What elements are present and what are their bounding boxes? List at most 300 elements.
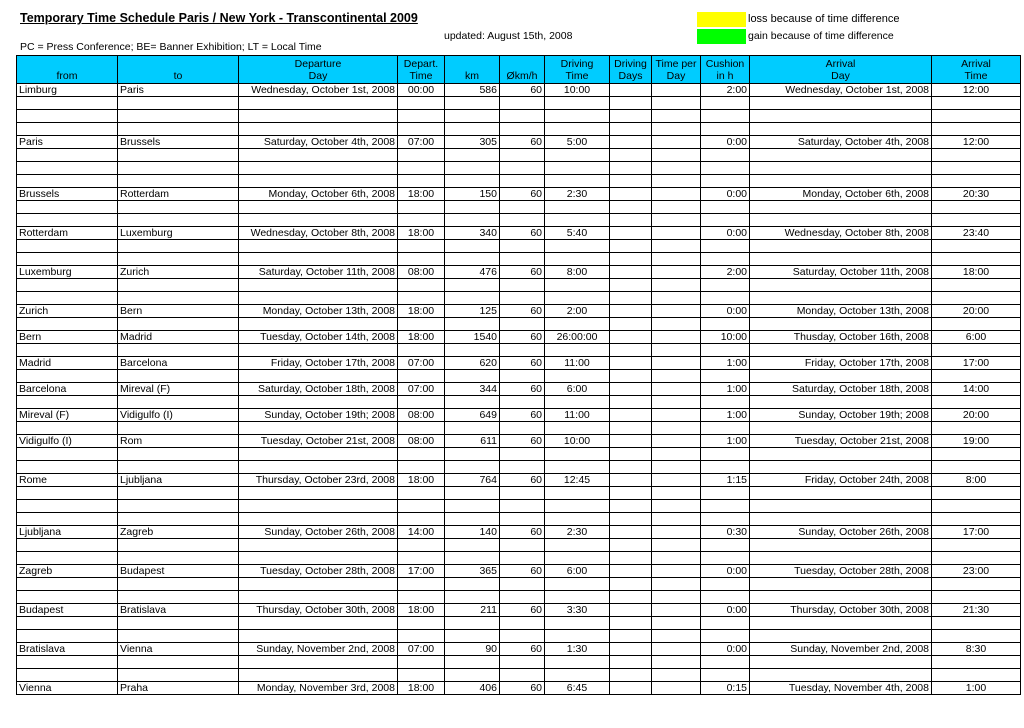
cell-to[interactable]: Barcelona (118, 357, 239, 370)
cell-arrival-time[interactable] (932, 422, 1021, 435)
cell-arrival-day[interactable]: Friday, October 24th, 2008 (750, 474, 932, 487)
cell-departure-day[interactable]: Sunday, October 26th, 2008 (239, 526, 398, 539)
cell-driving-time[interactable]: 5:00 (545, 136, 610, 149)
cell-driving-time[interactable]: 2:30 (545, 188, 610, 201)
cell-arrival-day[interactable] (750, 448, 932, 461)
cell-departure-time[interactable]: 08:00 (398, 435, 445, 448)
cell-from[interactable]: Budapest (17, 604, 118, 617)
cell-arrival-time[interactable] (932, 175, 1021, 188)
cell-arrival-time[interactable]: 20:00 (932, 305, 1021, 318)
cell-arrival-time[interactable] (932, 214, 1021, 227)
cell-driving-days[interactable] (610, 97, 652, 110)
cell-cushion[interactable]: 1:00 (701, 357, 750, 370)
cell-arrival-day[interactable]: Monday, October 6th, 2008 (750, 188, 932, 201)
cell-km[interactable] (445, 175, 500, 188)
cell-time-per-day[interactable] (652, 383, 701, 396)
cell-time-per-day[interactable] (652, 396, 701, 409)
cell-arrival-time[interactable]: 17:00 (932, 526, 1021, 539)
cell-to[interactable] (118, 123, 239, 136)
cell-departure-time[interactable] (398, 552, 445, 565)
cell-arrival-time[interactable] (932, 617, 1021, 630)
cell-to[interactable]: Rotterdam (118, 188, 239, 201)
cell-km[interactable] (445, 617, 500, 630)
cell-arrival-day[interactable]: Friday, October 17th, 2008 (750, 357, 932, 370)
cell-cushion[interactable]: 1:00 (701, 435, 750, 448)
cell-to[interactable]: Zagreb (118, 526, 239, 539)
cell-arrival-day[interactable] (750, 617, 932, 630)
cell-cushion[interactable]: 2:00 (701, 266, 750, 279)
cell-from[interactable]: Vidigulfo (I) (17, 435, 118, 448)
cell-driving-days[interactable] (610, 188, 652, 201)
cell-departure-time[interactable] (398, 422, 445, 435)
cell-arrival-time[interactable] (932, 669, 1021, 682)
cell-from[interactable]: Zagreb (17, 565, 118, 578)
cell-time-per-day[interactable] (652, 669, 701, 682)
cell-arrival-day[interactable]: Thursday, October 30th, 2008 (750, 604, 932, 617)
cell-to[interactable] (118, 539, 239, 552)
cell-cushion[interactable] (701, 253, 750, 266)
cell-to[interactable]: Mireval (F) (118, 383, 239, 396)
cell-departure-day[interactable] (239, 669, 398, 682)
cell-driving-time[interactable] (545, 500, 610, 513)
cell-to[interactable]: Budapest (118, 565, 239, 578)
cell-km[interactable]: 406 (445, 682, 500, 695)
cell-to[interactable]: Ljubljana (118, 474, 239, 487)
cell-arrival-day[interactable] (750, 578, 932, 591)
cell-to[interactable] (118, 578, 239, 591)
cell-to[interactable] (118, 513, 239, 526)
cell-driving-time[interactable] (545, 422, 610, 435)
cell-from[interactable]: Limburg (17, 84, 118, 97)
cell-cushion[interactable] (701, 448, 750, 461)
cell-to[interactable] (118, 656, 239, 669)
cell-time-per-day[interactable] (652, 604, 701, 617)
cell-avg-speed[interactable]: 60 (500, 357, 545, 370)
cell-to[interactable] (118, 370, 239, 383)
cell-from[interactable] (17, 396, 118, 409)
cell-driving-time[interactable] (545, 175, 610, 188)
header-cushion[interactable]: Cushion in h (701, 56, 750, 84)
header-arrival-day[interactable]: Arrival Day (750, 56, 932, 84)
cell-driving-time[interactable]: 6:00 (545, 565, 610, 578)
cell-driving-time[interactable]: 6:00 (545, 383, 610, 396)
cell-arrival-time[interactable] (932, 552, 1021, 565)
cell-km[interactable]: 140 (445, 526, 500, 539)
cell-arrival-time[interactable] (932, 448, 1021, 461)
cell-driving-days[interactable] (610, 513, 652, 526)
cell-arrival-time[interactable] (932, 201, 1021, 214)
cell-departure-time[interactable] (398, 292, 445, 305)
cell-from[interactable] (17, 123, 118, 136)
cell-departure-day[interactable]: Thursday, October 23rd, 2008 (239, 474, 398, 487)
cell-time-per-day[interactable] (652, 292, 701, 305)
header-avg-speed[interactable]: Økm/h (500, 56, 545, 84)
cell-avg-speed[interactable]: 60 (500, 383, 545, 396)
cell-from[interactable] (17, 617, 118, 630)
cell-km[interactable] (445, 214, 500, 227)
cell-km[interactable] (445, 578, 500, 591)
cell-driving-days[interactable] (610, 123, 652, 136)
cell-driving-days[interactable] (610, 357, 652, 370)
cell-cushion[interactable] (701, 97, 750, 110)
cell-avg-speed[interactable] (500, 162, 545, 175)
cell-arrival-day[interactable] (750, 292, 932, 305)
cell-km[interactable] (445, 344, 500, 357)
cell-km[interactable] (445, 279, 500, 292)
cell-arrival-day[interactable]: Saturday, October 11th, 2008 (750, 266, 932, 279)
cell-driving-days[interactable] (610, 565, 652, 578)
cell-arrival-day[interactable] (750, 487, 932, 500)
cell-time-per-day[interactable] (652, 682, 701, 695)
cell-departure-day[interactable] (239, 318, 398, 331)
cell-time-per-day[interactable] (652, 331, 701, 344)
cell-departure-day[interactable] (239, 201, 398, 214)
cell-departure-time[interactable] (398, 240, 445, 253)
cell-departure-day[interactable]: Wednesday, October 1st, 2008 (239, 84, 398, 97)
cell-arrival-day[interactable]: Thusday, October 16th, 2008 (750, 331, 932, 344)
cell-departure-day[interactable] (239, 500, 398, 513)
cell-from[interactable] (17, 201, 118, 214)
cell-time-per-day[interactable] (652, 123, 701, 136)
cell-cushion[interactable] (701, 344, 750, 357)
cell-from[interactable] (17, 669, 118, 682)
cell-avg-speed[interactable] (500, 149, 545, 162)
cell-arrival-time[interactable]: 12:00 (932, 136, 1021, 149)
cell-arrival-time[interactable] (932, 656, 1021, 669)
cell-avg-speed[interactable]: 60 (500, 526, 545, 539)
cell-arrival-day[interactable] (750, 513, 932, 526)
cell-arrival-day[interactable] (750, 552, 932, 565)
cell-km[interactable]: 125 (445, 305, 500, 318)
cell-departure-day[interactable] (239, 513, 398, 526)
cell-driving-days[interactable] (610, 344, 652, 357)
cell-departure-day[interactable] (239, 656, 398, 669)
cell-from[interactable] (17, 110, 118, 123)
cell-departure-time[interactable] (398, 201, 445, 214)
cell-departure-day[interactable] (239, 110, 398, 123)
cell-arrival-day[interactable]: Sunday, October 26th, 2008 (750, 526, 932, 539)
cell-to[interactable] (118, 461, 239, 474)
cell-driving-time[interactable]: 11:00 (545, 357, 610, 370)
cell-to[interactable] (118, 448, 239, 461)
cell-cushion[interactable] (701, 669, 750, 682)
cell-time-per-day[interactable] (652, 591, 701, 604)
cell-arrival-time[interactable]: 18:00 (932, 266, 1021, 279)
cell-arrival-time[interactable] (932, 292, 1021, 305)
cell-time-per-day[interactable] (652, 448, 701, 461)
cell-departure-time[interactable] (398, 344, 445, 357)
cell-time-per-day[interactable] (652, 266, 701, 279)
cell-departure-day[interactable]: Monday, October 13th, 2008 (239, 305, 398, 318)
header-departure-day[interactable]: Departure Day (239, 56, 398, 84)
cell-driving-days[interactable] (610, 474, 652, 487)
cell-arrival-time[interactable] (932, 370, 1021, 383)
cell-from[interactable] (17, 539, 118, 552)
cell-avg-speed[interactable] (500, 422, 545, 435)
cell-from[interactable] (17, 97, 118, 110)
cell-departure-day[interactable] (239, 253, 398, 266)
cell-departure-day[interactable] (239, 487, 398, 500)
cell-cushion[interactable]: 0:00 (701, 136, 750, 149)
cell-from[interactable] (17, 552, 118, 565)
cell-arrival-time[interactable]: 23:40 (932, 227, 1021, 240)
cell-time-per-day[interactable] (652, 149, 701, 162)
cell-avg-speed[interactable]: 60 (500, 435, 545, 448)
cell-departure-time[interactable] (398, 279, 445, 292)
cell-avg-speed[interactable] (500, 175, 545, 188)
cell-arrival-day[interactable] (750, 422, 932, 435)
cell-time-per-day[interactable] (652, 214, 701, 227)
cell-cushion[interactable] (701, 656, 750, 669)
cell-driving-time[interactable]: 6:45 (545, 682, 610, 695)
cell-km[interactable] (445, 500, 500, 513)
header-from[interactable]: from (17, 56, 118, 84)
cell-cushion[interactable] (701, 149, 750, 162)
cell-arrival-time[interactable] (932, 500, 1021, 513)
cell-driving-time[interactable] (545, 292, 610, 305)
cell-avg-speed[interactable]: 60 (500, 604, 545, 617)
cell-avg-speed[interactable]: 60 (500, 266, 545, 279)
cell-departure-time[interactable] (398, 630, 445, 643)
cell-driving-days[interactable] (610, 409, 652, 422)
cell-arrival-time[interactable] (932, 110, 1021, 123)
cell-driving-days[interactable] (610, 292, 652, 305)
cell-to[interactable] (118, 552, 239, 565)
cell-arrival-day[interactable] (750, 240, 932, 253)
cell-km[interactable] (445, 110, 500, 123)
cell-km[interactable] (445, 422, 500, 435)
cell-driving-days[interactable] (610, 630, 652, 643)
cell-driving-time[interactable]: 10:00 (545, 435, 610, 448)
cell-departure-time[interactable] (398, 591, 445, 604)
header-km[interactable]: km (445, 56, 500, 84)
cell-driving-days[interactable] (610, 253, 652, 266)
cell-driving-time[interactable]: 26:00:00 (545, 331, 610, 344)
cell-departure-time[interactable]: 18:00 (398, 331, 445, 344)
cell-time-per-day[interactable] (652, 110, 701, 123)
cell-to[interactable] (118, 344, 239, 357)
header-time-per-day[interactable]: Time per Day (652, 56, 701, 84)
cell-km[interactable] (445, 162, 500, 175)
cell-time-per-day[interactable] (652, 240, 701, 253)
cell-to[interactable] (118, 110, 239, 123)
cell-to[interactable]: Vidigulfo (I) (118, 409, 239, 422)
cell-departure-day[interactable]: Tuesday, October 21st, 2008 (239, 435, 398, 448)
cell-departure-day[interactable] (239, 539, 398, 552)
cell-arrival-time[interactable] (932, 513, 1021, 526)
cell-cushion[interactable] (701, 175, 750, 188)
cell-driving-time[interactable] (545, 656, 610, 669)
cell-departure-time[interactable]: 18:00 (398, 474, 445, 487)
cell-arrival-time[interactable]: 17:00 (932, 357, 1021, 370)
header-to[interactable]: to (118, 56, 239, 84)
cell-driving-days[interactable] (610, 539, 652, 552)
cell-to[interactable]: Paris (118, 84, 239, 97)
cell-km[interactable] (445, 539, 500, 552)
cell-avg-speed[interactable] (500, 591, 545, 604)
cell-to[interactable] (118, 396, 239, 409)
cell-to[interactable]: Bratislava (118, 604, 239, 617)
cell-cushion[interactable] (701, 461, 750, 474)
cell-avg-speed[interactable] (500, 500, 545, 513)
cell-to[interactable]: Luxemburg (118, 227, 239, 240)
cell-km[interactable]: 211 (445, 604, 500, 617)
cell-departure-day[interactable] (239, 448, 398, 461)
cell-arrival-day[interactable] (750, 344, 932, 357)
cell-km[interactable] (445, 201, 500, 214)
cell-driving-time[interactable]: 1:30 (545, 643, 610, 656)
cell-km[interactable] (445, 292, 500, 305)
cell-arrival-day[interactable] (750, 175, 932, 188)
cell-arrival-day[interactable] (750, 201, 932, 214)
cell-departure-time[interactable] (398, 500, 445, 513)
cell-km[interactable] (445, 630, 500, 643)
cell-time-per-day[interactable] (652, 422, 701, 435)
cell-from[interactable] (17, 149, 118, 162)
cell-from[interactable] (17, 500, 118, 513)
cell-from[interactable] (17, 162, 118, 175)
cell-time-per-day[interactable] (652, 175, 701, 188)
cell-driving-time[interactable]: 10:00 (545, 84, 610, 97)
cell-time-per-day[interactable] (652, 552, 701, 565)
cell-time-per-day[interactable] (652, 578, 701, 591)
cell-cushion[interactable] (701, 240, 750, 253)
cell-avg-speed[interactable]: 60 (500, 474, 545, 487)
cell-from[interactable]: Madrid (17, 357, 118, 370)
cell-departure-time[interactable]: 18:00 (398, 188, 445, 201)
cell-km[interactable] (445, 97, 500, 110)
cell-from[interactable] (17, 175, 118, 188)
cell-cushion[interactable] (701, 214, 750, 227)
cell-departure-time[interactable]: 07:00 (398, 383, 445, 396)
cell-time-per-day[interactable] (652, 188, 701, 201)
cell-arrival-day[interactable] (750, 370, 932, 383)
cell-from[interactable] (17, 279, 118, 292)
cell-arrival-day[interactable]: Monday, October 13th, 2008 (750, 305, 932, 318)
cell-km[interactable] (445, 370, 500, 383)
cell-avg-speed[interactable] (500, 279, 545, 292)
cell-cushion[interactable] (701, 396, 750, 409)
cell-driving-days[interactable] (610, 578, 652, 591)
cell-km[interactable] (445, 552, 500, 565)
cell-from[interactable] (17, 422, 118, 435)
cell-departure-time[interactable]: 17:00 (398, 565, 445, 578)
cell-departure-day[interactable] (239, 396, 398, 409)
cell-avg-speed[interactable]: 60 (500, 409, 545, 422)
cell-driving-days[interactable] (610, 552, 652, 565)
cell-km[interactable]: 150 (445, 188, 500, 201)
cell-avg-speed[interactable]: 60 (500, 227, 545, 240)
cell-avg-speed[interactable] (500, 318, 545, 331)
cell-from[interactable] (17, 292, 118, 305)
cell-km[interactable] (445, 123, 500, 136)
cell-from[interactable]: Bern (17, 331, 118, 344)
cell-departure-time[interactable]: 14:00 (398, 526, 445, 539)
cell-arrival-time[interactable] (932, 396, 1021, 409)
cell-from[interactable]: Mireval (F) (17, 409, 118, 422)
cell-cushion[interactable] (701, 318, 750, 331)
cell-arrival-day[interactable] (750, 253, 932, 266)
cell-arrival-time[interactable] (932, 149, 1021, 162)
header-arrival-time[interactable]: Arrival Time (932, 56, 1021, 84)
cell-to[interactable] (118, 214, 239, 227)
cell-departure-time[interactable]: 18:00 (398, 227, 445, 240)
header-driving-days[interactable]: Driving Days (610, 56, 652, 84)
cell-km[interactable] (445, 461, 500, 474)
cell-to[interactable] (118, 500, 239, 513)
cell-arrival-day[interactable]: Wednesday, October 1st, 2008 (750, 84, 932, 97)
cell-arrival-time[interactable] (932, 344, 1021, 357)
cell-avg-speed[interactable]: 60 (500, 84, 545, 97)
cell-arrival-day[interactable] (750, 97, 932, 110)
cell-driving-time[interactable]: 2:30 (545, 526, 610, 539)
cell-driving-days[interactable] (610, 227, 652, 240)
cell-time-per-day[interactable] (652, 630, 701, 643)
cell-cushion[interactable]: 1:15 (701, 474, 750, 487)
cell-departure-day[interactable]: Thursday, October 30th, 2008 (239, 604, 398, 617)
cell-time-per-day[interactable] (652, 461, 701, 474)
cell-departure-day[interactable] (239, 591, 398, 604)
cell-arrival-time[interactable]: 8:30 (932, 643, 1021, 656)
cell-time-per-day[interactable] (652, 344, 701, 357)
cell-time-per-day[interactable] (652, 487, 701, 500)
cell-time-per-day[interactable] (652, 279, 701, 292)
cell-from[interactable] (17, 370, 118, 383)
cell-km[interactable]: 344 (445, 383, 500, 396)
cell-avg-speed[interactable] (500, 487, 545, 500)
cell-arrival-time[interactable]: 23:00 (932, 565, 1021, 578)
cell-departure-day[interactable]: Friday, October 17th, 2008 (239, 357, 398, 370)
cell-departure-day[interactable] (239, 162, 398, 175)
cell-arrival-day[interactable]: Saturday, October 4th, 2008 (750, 136, 932, 149)
cell-driving-time[interactable]: 8:00 (545, 266, 610, 279)
cell-driving-time[interactable] (545, 630, 610, 643)
cell-departure-day[interactable] (239, 123, 398, 136)
cell-arrival-time[interactable] (932, 97, 1021, 110)
cell-arrival-day[interactable] (750, 396, 932, 409)
cell-cushion[interactable] (701, 110, 750, 123)
cell-km[interactable]: 764 (445, 474, 500, 487)
cell-arrival-time[interactable]: 6:00 (932, 331, 1021, 344)
cell-departure-time[interactable]: 07:00 (398, 136, 445, 149)
cell-to[interactable] (118, 201, 239, 214)
cell-arrival-time[interactable]: 1:00 (932, 682, 1021, 695)
cell-arrival-time[interactable] (932, 461, 1021, 474)
cell-to[interactable]: Rom (118, 435, 239, 448)
cell-to[interactable]: Brussels (118, 136, 239, 149)
cell-arrival-time[interactable] (932, 539, 1021, 552)
cell-to[interactable] (118, 292, 239, 305)
cell-arrival-day[interactable] (750, 630, 932, 643)
cell-time-per-day[interactable] (652, 435, 701, 448)
cell-driving-time[interactable] (545, 448, 610, 461)
cell-km[interactable]: 1540 (445, 331, 500, 344)
cell-to[interactable] (118, 97, 239, 110)
cell-driving-time[interactable] (545, 149, 610, 162)
cell-to[interactable]: Madrid (118, 331, 239, 344)
cell-driving-time[interactable] (545, 461, 610, 474)
cell-to[interactable]: Vienna (118, 643, 239, 656)
cell-driving-time[interactable]: 11:00 (545, 409, 610, 422)
cell-time-per-day[interactable] (652, 513, 701, 526)
cell-departure-time[interactable] (398, 578, 445, 591)
cell-departure-time[interactable] (398, 656, 445, 669)
cell-cushion[interactable] (701, 513, 750, 526)
cell-from[interactable]: Zurich (17, 305, 118, 318)
cell-time-per-day[interactable] (652, 162, 701, 175)
cell-departure-day[interactable] (239, 97, 398, 110)
cell-driving-time[interactable] (545, 253, 610, 266)
